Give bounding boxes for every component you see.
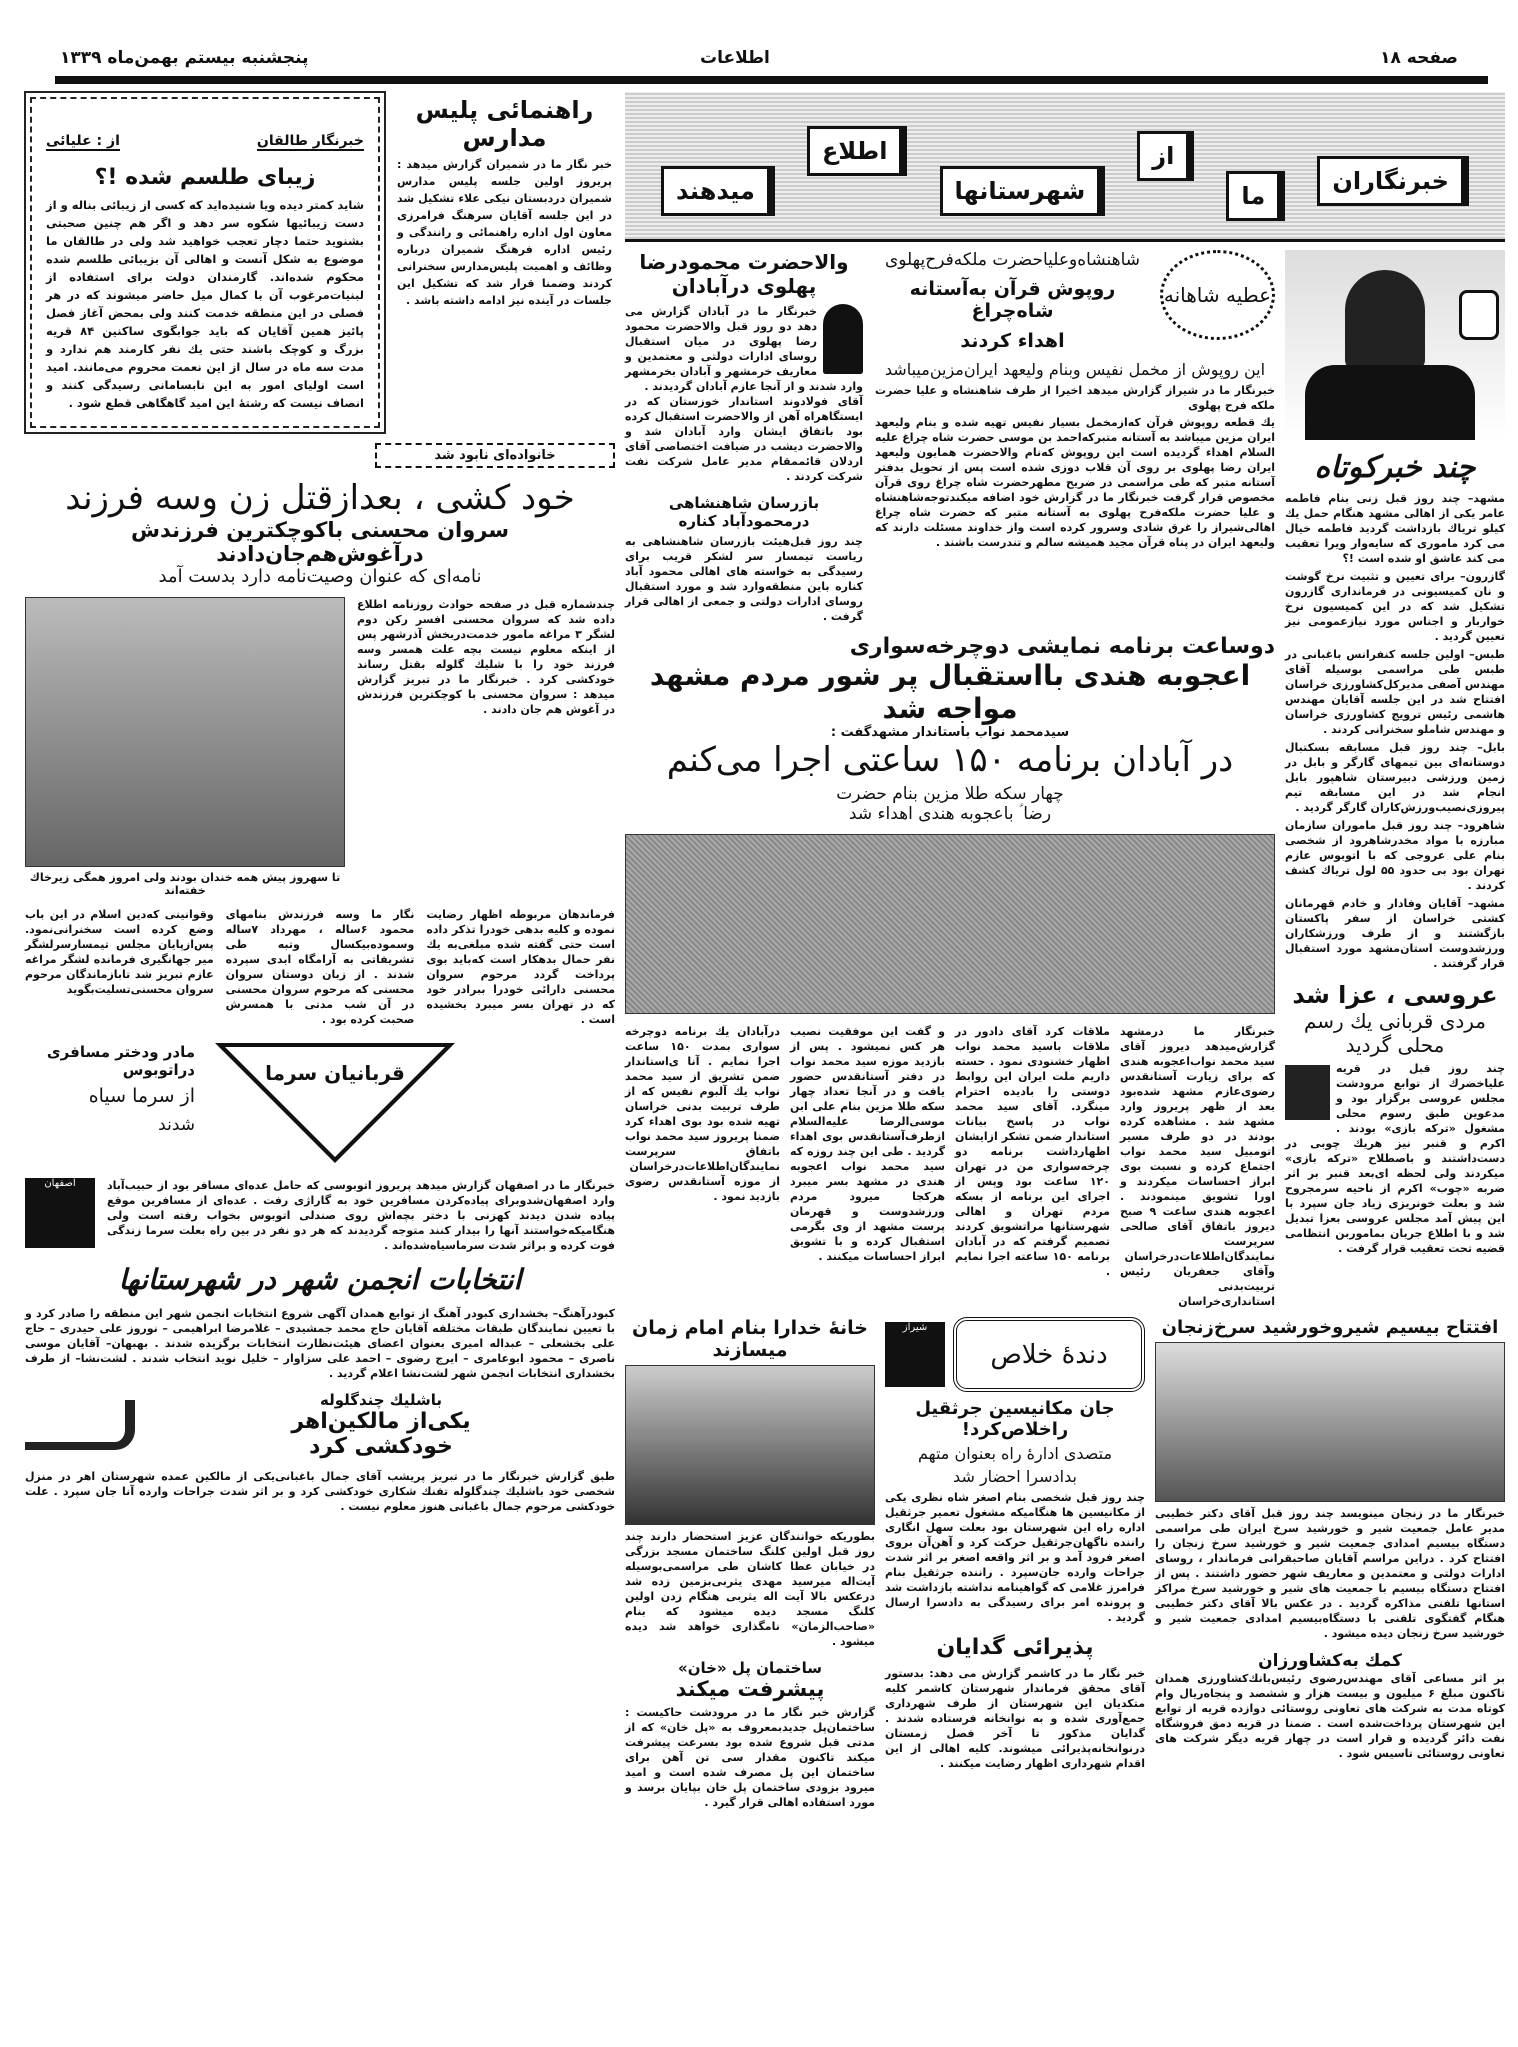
inspectors-article (625, 494, 863, 624)
article-body: گزارش خبر نگار ما در مرودشت حاکیست : ساختمان‌پل جدیدبمعروف به «پل خان» که از مدتی قبل شروع شده بود بسرعت پیشرفت میکند تاکنون مقدار سی تن آهن برای ساختمان این پل مصرف شده است و امید میرود بزودی ساختمان پل خان بپایان برسد و مورد استفاده اهالی قرار گیرد . (625, 1706, 875, 1809)
headline: بازرسان شاهنشاهی (668, 494, 820, 512)
landowner-article (25, 1391, 615, 1459)
short-news-column (1285, 450, 1505, 971)
article-body: کبودرآهنگ– بخشداری کبودر آهنگ از توابع همدان آگهی شروع انتخابات انجمن شهر این منطقه را صادر کرد و با تعیین نمایندگان طبقات مختلفه آقایان حاج محمد جمشیدی – غلامرضا ابراهیمی – نوروز علی حیدری – حاج علی بخشعلی – عبداله امیری بعنوان اعضای هیئت‌نظارت انتخابات برگزیده شدند . بهبهان– آقایان موسی ناصری – محمود ابوعامری – ایرج رضوی – احمد علی سزاوار – خلیل نوید انتخاب شدند . لشت‌نشا– از طرف بخشداری انتخابات انجمن شهر لشت‌نشا اعلام گردید . (25, 1307, 615, 1380)
attribution: سیدمحمد نواب باستاندار مشهدگفت : (830, 725, 1070, 740)
cold-victims-body-row (25, 1178, 615, 1253)
headline: افتتاح بیسیم شیروخورشید سرخ‌زنجان (1161, 1317, 1499, 1338)
headline: قربانیان سرما (265, 1061, 405, 1085)
headline: اعجوبه هندی بااستقبال پر شور مردم مشهد مواجه شد (649, 659, 1251, 725)
mashhad-headlines (625, 634, 1275, 824)
page-layout (25, 92, 1505, 1810)
neutral-gear-badge: دندهٔ خلاص (953, 1317, 1145, 1392)
banner-sign: میدهند (661, 166, 775, 216)
headline-2: پیشرفت میکند (675, 1677, 825, 1701)
news-item: شاهرود– چند روز قبل ماموران سازمان مبارزه با مواد مخدرشاهرود از شخصی بنام علی عروجی که با اتوبوس عازم تهران بود بی حدود ۵۵ لول تریاك کشف کردند . (1285, 819, 1505, 892)
middle-column (625, 250, 1275, 1309)
taleghan-article (30, 97, 380, 428)
cold-victims-headings (25, 1043, 195, 1135)
suicide-text-row (25, 907, 615, 1027)
isfahan-logo: اصفهان (25, 1178, 95, 1248)
middle-top-row (625, 250, 1275, 624)
quote-headline: در آبادان برنامه ۱۵۰ ساعتی اجرا می‌کنم (666, 740, 1234, 780)
left-column (25, 92, 615, 1514)
radio-station-photo (1155, 1342, 1505, 1502)
headline: والاحضرت محمودرضا پهلوی درآبادان (639, 250, 849, 298)
banner-sign: اطلاع (807, 126, 907, 176)
suicide-photo-row (25, 597, 615, 897)
headline-2: اهداء کردند (960, 330, 1065, 352)
headline: خود کشی ، بعدازقتل زن وسه فرزند (65, 478, 575, 518)
article-body: خبرنگار ما در آبادان گزارش می دهد دو روز قبل والاحضرت محمود رضا پهلوی در میان استقبال روسای ادارات دولتی و معتمدین و معاریف خرمشهر و آبادان بخرمشهر وارد شدند و از آنجا عازم آبادان گردیدند . (625, 305, 863, 393)
article-body: بر اثر مساعی آقای مهندس‌رضوی رئیس‌بانك‌کشاورزی همدان تاکنون مبلغ ۶ میلیون و بیست هزار و ششصد و پنجاه‌ریال وام کوتاه مدت به شرکت های تعاونی روستائی دوازده قریه از توابع این شهرستان پرداخت‌شده است . ضمنا در قریه دمق فروشگاه نفت دائر گردیده و قرار است در چهار قریه دیگر شرکت های تعاونی روستائی تاسیس شود . (1155, 1672, 1505, 1760)
news-item: گازرون– برای تعیین و تثبیت نرخ گوشت و نان کمیسیونی در فرمانداری گازرون تشکیل شد که در این کمیسیون نرخ خواربار و اجناس مورد نیازعمومی نیز تعیین گردید . (1285, 570, 1505, 643)
article-body: آقای فولادوند استاندار خوزستان که در ایستگاهراه آهن از والاحضرت استقبال کرده بود باتفاق ایشان وارد آبادان شد و والاحضرت دیشب در ضیافت اختصاصی آقای اردلان قائممقام مدیر عامل شرکت نفت شرکت کردند . (625, 395, 863, 483)
cold-victims-triangle (215, 1043, 455, 1168)
mosque-article (625, 1317, 875, 1649)
article-column: ملاقات کرد آقای دادور در ملاقات باسید محمد نواب اظهار خشنودی نمود . حسته داریم ملت ایران این روابط دوستی را بادیده احترام مینگرد. آقای سید محمد نواب در پاسخ بیانات استاندار ضمن تشکر ازایشان اظهارداشت برنامه دو چرخه‌سواری من در تهران ۱۲۰ ساعت بود وپس از اجرای این برنامه از بسکه مردم تهران و اهالی شهرستانها مراتشویق کردند تصمیم گرفتم که در آبادان برنامه ۱۵۰ ساعته اجرا نمایم . (955, 1025, 1110, 1278)
article-column: و گفت این موفقیت نصیب هر کس نمیشود . پس از بازدید موزه سید محمد نواب در دفتر آستانقدس حضور یافت و در آنجا تعداد چهار سکه طلا مزین بنام علی ابن موسی‌الرضا علیه‌السلام ازطرف‌آستانقدس بوی اهداء گردید . طی این چند روزه که سید محمد نواب اعجوبه هندی در مشهد بسر میبرد هرکجا میرود مردم ورزشدوست و قهرمان پرست مشهد از وی بگرمی استقبال کرده و با تشویق ابراز احساسات میکنند . (790, 1025, 945, 1263)
subheadline-2: بدادسرا احضار شد (953, 1467, 1077, 1486)
kicker: باشلیك چندگلوله (319, 1391, 443, 1409)
article-body: چند روز قبل در قریه علیاخضرك از توابع مرودشت مجلس عروسی برگزار بود و مدعوین طبق رسوم محلی مشغول «ترکه بازی» بودند . اکرم و قنبر نیز هریك چوبی در دست‌داشتند و باصطلاح «ترکه بازی» میکردند ولی لحظه ای‌بعد قنبر بر اثر ضربه «چوب» اکرم از ناحیه سرمجروح شد و بعلت خونریزی زیاد جان سپرد با این پیش آمد مجلس عروسی بعزا تبدیل شد و با اطلاع جریان بماموربن انتظامی قضیه تحت تعقیب قرار گرفت . (1285, 1062, 1505, 1255)
headline: جان مکانیسین جرثقیل راخلاص‌کرد! (915, 1398, 1115, 1440)
article-body: چندشماره قبل در صفحه حوادث روزنامه اطلاع داده شد که سروان محسنی افسر رکن دوم لشگر ۳ مراغه مامور خدمت‌دربخش آذرشهر پس از اینکه معلوم نیست بچه علت همسر وسه فرزند خود را با شلیك گلوله بقتل رساند خودکشی کرد . خبرنگار ما در تبریز گزارش میدهد : سروان محسنی با کوچکترین فرزندش در آغوش هم جان دادند . (357, 598, 615, 716)
banner-sign: ما (1226, 171, 1285, 221)
deck-2: رضا ؑ باعجوبه هندی اهداء شد (848, 804, 1052, 824)
masthead-rule (55, 76, 1488, 84)
radio-article (1155, 1317, 1505, 1641)
news-item: مشهد– چند روز قبل زنی بنام فاطمه عامر یکی از اهالی مشهد هنگام حمل یك کیلو تریاك بازداشت گردید فاطمه خیال می کرد ماموری که سایه‌وار ویرا تعقیب می کند عاشق او شده است !؟ (1285, 492, 1505, 565)
headline: خانهٔ خدارا بنام امام زمان میسازند (632, 1317, 868, 1361)
royal-gift-badge: عطیه شاهانه (1160, 250, 1275, 340)
school-police-article (397, 96, 612, 309)
deck: نامه‌ای که عنوان وصیت‌نامه دارد بدست آمد (158, 566, 482, 587)
family-photo (25, 597, 345, 867)
byline: از : علیائی (46, 133, 120, 149)
news-item: بابل– چند روز قبل مسابقه بسکتبال دوستانه‌ای بین تیمهای گارگر و بابل در زمین ورزشی دبیرستان شاهپور بابل انجام شد در این مسابقه تیم پیروزی‌نصیب‌ورزش‌کاران گارگر گردید . (1285, 741, 1505, 814)
page-number: صفحه ۱۸ (1380, 48, 1458, 68)
mechanic-article (885, 1317, 1145, 1625)
article-column: درآبادان یك برنامه دوچرخه سواری بمدت ۱۵۰ ساعت اجرا نمایم . آنا ی‌استاندار ضمن تشریق از سید محمد نواب یك آلبوم نفیس که از طرف تربیت بدنی خراسان تهیه شده بود بوی اهداء کرد ضمنا پریروز سید محمد نواب باتفاق سرپرست نمایندگان‌اطلاعات‌درخراسان از موزه آستانقدس رضوی بازدید نمود . (625, 1025, 780, 1203)
article-body: چند روز قبل شخصی بنام اصغر شاه نظری یکی از مکانیسین ها هنگامیکه مشغول تعمیر جرثقیل اداره راه این شهرستان بود بعلت سهل انگاری راننده ناگهان‌جرثقیل حرکت کرد و آهن‌آن بروی اصغر فرود آمد و بر اثر واقعه اصغر بر اثر شدت جراحات وارده جان‌سپرد . راننده جرثقیل بنام فرامرز غلامی که گواهینامه نداشته بازداشت شد و پرونده امر برای رسیدگی به دادسرا ارسال گردید . (885, 1491, 1145, 1624)
article-body: خبرنگار ما در زنجان مینویسد چند روز قبل آقای دکتر خطیبی مدیر عامل جمعیت شیر و خورشید سرخ ایران طی مراسمی دستگاه بیسیم امدادی جمعیت شیر و خورشید سرخ زنجان را افتتاح کرد . دراین مراسم آقایان صاحبقرانی فرماندار ، روسای ادارات دولتی و معتمدین و معاریف شهر حضور داشتند . پس از افتتاح دستگاه بیسیم با جمعیت های شیر و خورشید سرخ مراکز استانها تلفنی مذاکره گردید . در عکس بالا آقای دکتر خطیبی هنگام گفتگوی تلفنی با دستگاه‌بیسیم امدادی جمعیت شیر و خورشید سرخ زنجان دیده میشود . (1155, 1507, 1505, 1640)
headline: زیبای طلسم شده !؟ (94, 165, 316, 190)
cold-victims-headings-row (25, 1043, 615, 1168)
subheadline-2: از سرما سیاه (88, 1085, 195, 1107)
headline: ساختمان پل «خان» (678, 1659, 822, 1677)
article-body: طبق گزارش خبرنگار ما در تبریز پریشب آقای جمال باغبانی‌یکی از مالکین عمده شهرستان اهر در منزل شخصی خود باشلیك چندگلوله تفنك شکاری خودکشی کرد و بر اثر شدت جراحات وارده آنا جان سپرد . علت خودکشی مرحوم جمال باغبانی هنوز معلوم نیست . (25, 1470, 615, 1513)
farmers-article (1155, 1651, 1505, 1761)
headline: انتخابات انجمن شهر در شهرستانها (118, 1263, 522, 1296)
article-body: شاید کمتر دیده ویا شنیده‌اید که کسی از زیبائی بناله و از دست زیبائیها شکوه سر دهد و اگر هم چنین صحبتی بشنوید حتما دچار تعجب خواهید شد ولی در طالقان ما موضوع به شکل آنست و اهالی آن بزیبائی طلسم شده محکوم شده‌اند. گارمندان دولت برای استفاده از لبنیات‌مرغوب آن با کمال میل حاضر میشوند که در هر فصلی در این منطقه خدمت کنند ولی بمحض آغاز فصل پائیز همین آقایان که باید جوابگوی ساکنین ۸۴ قریه بزرگ و کوچک باشند حتی یك نفر کارمند هم ندارد و مدت سه ماه در سال از این نعمت محروم می‌مانند. امید است اولیای امور به این نابسامانی رسیدگی کنند و انصاف نیست که رشتهٔ این امید گاهگاهی قطع شود . (46, 198, 364, 410)
shiraz-logo: شیراز (885, 1322, 945, 1387)
headline-2: درمحمودآباد کناره (678, 512, 810, 530)
headline: کمك به‌کشاورزان (1258, 1651, 1402, 1671)
quran-cover-article (875, 250, 1275, 550)
headline: یکی‌از مالکین‌اهر (291, 1409, 471, 1434)
beggars-article (885, 1635, 1145, 1771)
top-left-row (25, 92, 615, 433)
headline: پذیرائی گدایان (936, 1635, 1094, 1660)
cyclist-crowd-photo (625, 834, 1275, 1014)
subheadline: مردی قربانی یك رسم محلی گردید (1303, 1009, 1487, 1057)
article-body: چند روز قبل‌هیئت بازرسان شاهنشاهی به ریاست تیمسار سر لشکر قریب برای رسیدگی به خواسته های اهالی محمود آباد کناره باین منطقه‌وارد شد و مورد استقبال روسای ادارات دولتی و جمعی از اهالی قرار گرفت . (625, 535, 863, 623)
headline-2: مدارس (462, 124, 547, 152)
reporter-label: خبرنگار طالقان (256, 133, 364, 149)
section-title: چند خبرکوتاه (1314, 450, 1476, 485)
suicide-headlines (25, 478, 615, 587)
headline: راهنمائی پلیس (415, 96, 594, 124)
mosque-ceremony-photo (625, 1365, 875, 1525)
deck: چهار سکه طلا مزین بنام حضرت (836, 784, 1064, 804)
section-banner-illustration (625, 92, 1505, 242)
bridge-article (625, 1659, 875, 1810)
subheadline-3: شدند (158, 1115, 195, 1135)
mashhad-columns (625, 1024, 1275, 1309)
bottom-region (625, 1317, 1505, 1810)
article-body: وقوانینی که‌دین اسلام در این باب وضع کرده است سخنرانی‌نمود. پس‌ازپایان مجلس تیمسارسر‌لشگر میر جهانگیری فرمانده لشگر مراغه عازم تبریز شد تابازماندگان مرحوم سروان محسنی‌تسلیت‌بگوید (25, 908, 214, 996)
newspaper-name: اطلاعات (700, 48, 770, 68)
article-body: بطوریکه خوانندگان عزیز استحضار دارند چند روز قبل اولین کلنگ ساختمان مسجد بزرگی در خیابان عطا کاشان طی مراسمی‌بوسیله آیت‌اله میرسید مهدی یثربی‌بزمین زده شد درعکس بالا آیت اله یثربی هنگام زدن اولین کلنگ مسجد دیده میشود که بنام «صاحب‌الزمان» نامگذاری خواهد شد دیده میشود . (625, 1530, 875, 1648)
shiraz-logo-icon (1285, 1065, 1330, 1120)
article-body: نگار ما وسه فرزندش بنامهای محمود ۶ساله ، مهرداد ۷ساله وسموده‌بیکسال وتبه طی تشریفاتی به آرامگاه ابدی سپرده شدند . از زبان دوستان سروان محسنی که مرحوم سروان محسنی در آن شب مدتی با همسرش صحبت کرده بود . (225, 908, 415, 1026)
family-destroyed-badge: خانواده‌ای نابود شد (375, 443, 615, 468)
subheadline: سروان محسنی باکوچکترین فرزندش درآغوش‌هم‌جان‌دادند (131, 518, 509, 566)
deck: این روپوش از مخمل نفیس وبنام ولیعهد ایران‌مزین‌میباشد (884, 360, 1266, 379)
wedding-article (1285, 981, 1505, 1256)
kicker: دوساعت برنامه نمایشی دوچرخه‌سواری (849, 634, 1275, 659)
photo-caption: تا سهروز پیش همه خندان بودند ولی امروز همگی زیرخاك خفته‌اند (29, 871, 341, 897)
banner-sign: خبرنگاران (1317, 156, 1469, 206)
banner-sign: از (1137, 131, 1194, 181)
shotgun-icon (25, 1400, 135, 1450)
article-body: یك قطعه روپوش قرآن که‌ازمخمل بسیار نفیس تهیه شده و بنام ولیعهد ایران مزین میباشد به آستانه متبرکه‌احمد بن موسی حضرت شاه چراغ علیه السلام اهداء گردیده است این روپوش که‌نام والاحضرت همایون ولیعهد ایران رضا پهلوی بر روی آن قلاب دوزی شده است پس از تحویل بدفتر آستانه متبر که طی مراسمی در ضریح مطهرحضرت شاه چراغ روی قرآن مخصوص قرار گرفت خبرنگار ما در گزارش خود اضافه میکند‌توجه‌شاهنشاه و علیا حضرت ملکه‌فرح پهلوی به آستانه متبر که حضرت شاه چراغ اهالی‌شیراز را غرق شادی وسرور کرده است واز خداوند مسئلت دارند که ولیعهد ایران در پناه قرآن مجید همیشه سالم و تندرست باشند . (875, 416, 1275, 549)
article-body: خبر نگار ما در شمیران گزارش میدهد : پریروز اولین جلسه پلیس مدارس شمیران دردبستان نیکی علاء تشکیل شد در این جلسه آقایان سرهنگ فرامرزی معاون اول اداره راهنمائی و رانندگی و رئیس اداره فرهنگ شمیران درباره وظائف و اهمیت پلیس‌مدارس سخنرانی کردند وضمنا قرار شد که تشکیل این جلسات در آینده نیز ادامه داشته باشد . (397, 158, 612, 307)
subheadline: متصدی ادارهٔ راه بعنوان متهم (917, 1444, 1113, 1463)
article-body: فرماندهان مربوطه اظهار رضایت نموده و کلیه بدهی خودرا تذکر داده است حتی گفته شده مبلغی‌به یك نفر حمال بدهکار است که‌باید بوی پرداخت گردد مرحوم سروان محسنی دارائی خودرا ببرادر خود که در تهران بسر میبرد بخشیده است . (426, 908, 616, 1026)
headline: روپوش قرآن به‌آستانه شاه‌چراغ (909, 278, 1116, 322)
news-item: طبس– اولین جلسه کنفرانس باغبانی در طبس طی مراسمی بوسیله آقای مهندس آصفی مدیرکل‌کشاورزی خراسان افتتاح شد در این جلسه آقایان مهندس هاشمی رئیس ترویج کشاورزی خراسان و مهندس شاملو سخنرانی کردند . (1285, 648, 1505, 736)
headline: عروسی ، عزا شد (1292, 981, 1498, 1009)
banner-sign: شهرستانها (940, 166, 1106, 216)
reporter-telephone-illustration (1285, 250, 1505, 440)
article-body: خبر نگار ما در کاشمر گزارش می دهد: بدستور آقای محقق فرماندار شهرستان کاشمر کلیه متکدیان این شهرستان از طرف شهرداری جمع‌آوری شده و به نوانخانه فرستاده شدند . گدایان مذکور تا آخر فصل زمستان درنوانخانه‌پذیرائی میشوند. کلیه اهالی از این اقدام شهرداری اظهار رضایت میکنند . (885, 1667, 1145, 1770)
telephone-icon (1459, 290, 1499, 340)
headline-2: خودکشی کرد (309, 1434, 453, 1459)
palm-tree-icon (823, 304, 863, 374)
subheadline: مادر ودختر مسافری دراتوبوس (46, 1043, 195, 1079)
article-column: خبرنگار ما درمشهد گزارش‌میدهد دیروز آقای سید محمد نواب‌اعجوبه هندی که برای زیارت آستانقدس رضوی‌عازم مشهد شده‌بود بعد از ظهر پریروز وارد مشهد شد . مشاهده کرده بودند در دو طرف مسیر اتومبیل سید محمد نواب اجتماع کرده و نسبت بوی ابراز احساسات میکردند و اورا تشویق مینمودند . اعجوبه هندی ساعت ۹ صبح دیروز باتفاق آقای صالحی سرپرست نمایندگان‌اطلاعات‌درخراسان وآقای جعفریان رئیس تربیت‌بدنی استانداری‌خراسان (1120, 1025, 1275, 1308)
abadan-article (625, 250, 863, 484)
news-item: مشهد– آقایان وفادار و خادم قهرمانان کشتی خراسان از سفر پاکستان بازگشتند و از طرف ورزشکاران ورزشدوست استان‌مشهد مورد استقبال قرار گرفتند . (1285, 897, 1505, 970)
right-column (1285, 250, 1505, 1256)
person-icon (1345, 270, 1425, 370)
issue-date: پنجشنبه بیستم بهمن‌ماه ۱۳۳۹ (60, 48, 309, 68)
article-body: خبرنگار ما در اصفهان گزارش میدهد پریروز اتوبوسی که حامل عده‌ای مسافر بود از حبیب‌آباد وارد اصفهان‌شدوبرای پیاده‌کردن مسافرین خود به گاراژی رفت . عده‌ای از مسافرین موقع پیاده شدن دیدند کهزنی با دختر بچه‌اش روی صندلی اتوبوس بخواب رفته است ولی هنگامیکه‌خواستند آنها را بیدار کنند متوجه گردیدند که هر دو نفر در بین راه بعلت سرما زندگی فوت کرده و براثر شدت سرماسیاه‌شده‌اند . (107, 1179, 615, 1252)
kicker: شاهنشاه‌وعلیاحضرت ملکه‌فرح‌پهلوی (884, 250, 1141, 270)
lead: خبرنگار ما در شیراز گزارش میدهد اخیرا از طرف شاهنشاه و علیا حضرت ملکه فرح پهلوی (875, 384, 1275, 412)
